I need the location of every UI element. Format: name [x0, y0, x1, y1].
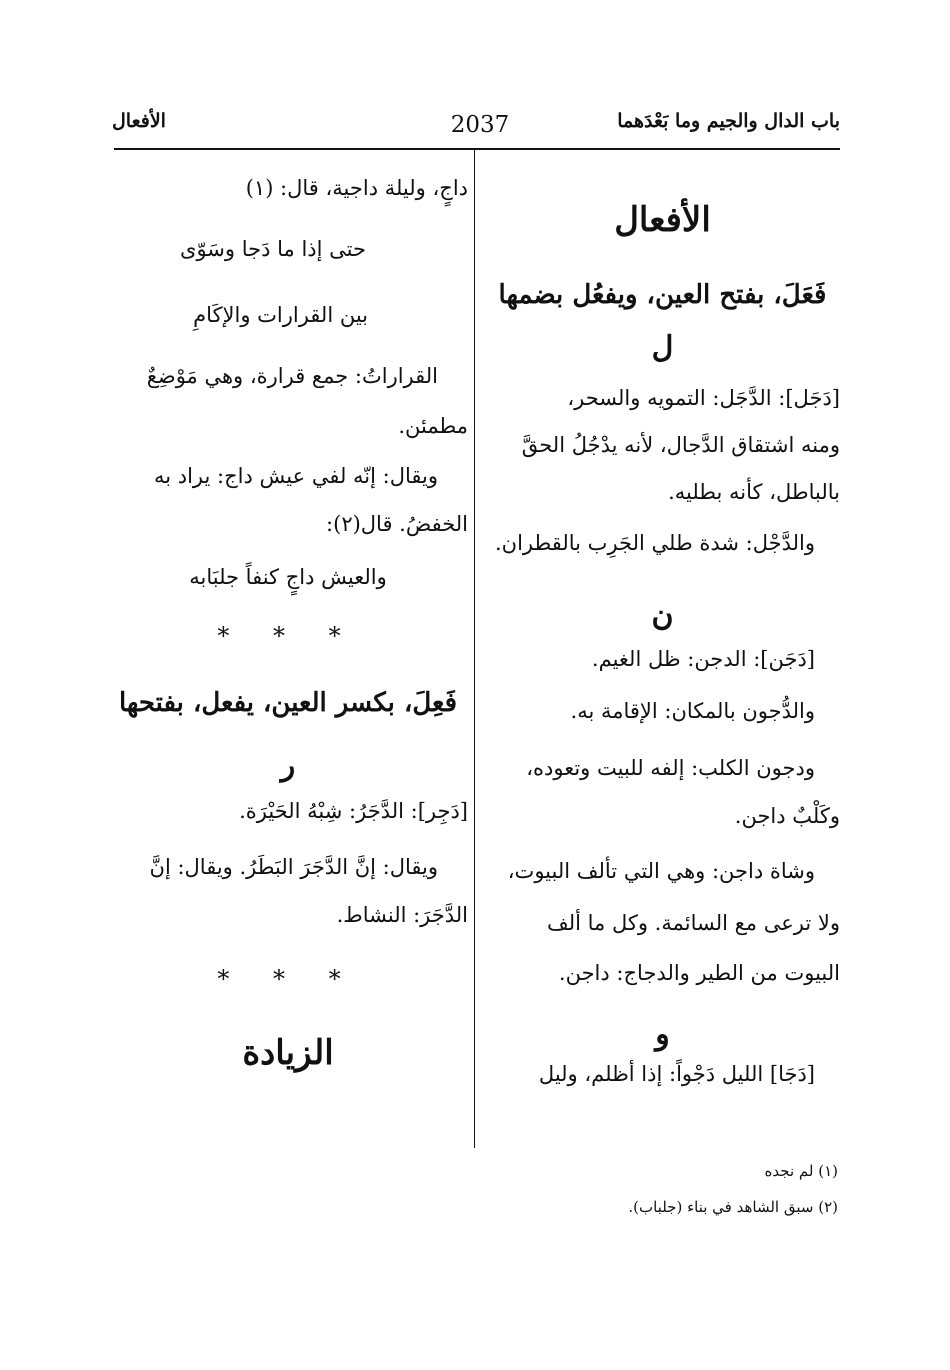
section-heading: فَعَلَ، بفتح العين، ويفعُل بضمها: [498, 280, 827, 310]
right-column: [485, 160, 840, 1096]
column-divider: [474, 150, 475, 1148]
entry-kalb-line1: ودجون الكلب: إلفه للبيت وتعوده،: [526, 756, 815, 780]
entry-kalb-line2: وكَلْبٌ داجن.: [734, 804, 840, 828]
entry-daja: [دَجَا] الليل دَجْواً: إذا أظلم، وليل: [538, 1062, 815, 1086]
letter-heading-lam: ل: [651, 330, 674, 365]
entry-aysh-line1: ويقال: إنّه لفي عيش داج: يراد به: [153, 464, 438, 488]
entry-shah-line3: البيوت من الطير والدجاج: داجن.: [558, 961, 840, 985]
section-heading-kasr: فَعِلَ، بكسر العين، يفعل، بفتحها: [118, 688, 458, 718]
entry-dajal-line2: ومنه اشتقاق الدَّجال، لأنه يدْجُلُ الحقَّ: [521, 433, 840, 457]
letter-heading-nun: ن: [651, 598, 674, 633]
verse-1-hemistich-b: بين القرارات والإكَامِ: [193, 303, 368, 327]
letter-heading-ra: ر: [280, 748, 296, 783]
entry-qararat-line2: مطمئن.: [398, 414, 468, 438]
entry-shah-line2: ولا ترعى مع السائمة. وكل ما ألف: [546, 911, 840, 935]
section-divider-stars: * * *: [217, 622, 359, 650]
left-column: [108, 160, 468, 1073]
entry-dajal-line3: بالباطل، كأنه بطليه.: [668, 480, 840, 504]
entry-dajan: [دَجَن]: الدجن: ظل الغيم.: [591, 647, 815, 671]
running-header-section: الأفعال: [112, 110, 166, 132]
letter-heading-waw: و: [655, 1017, 670, 1052]
entry-daji: داجٍ، وليلة داجية، قال: (١): [245, 176, 468, 200]
entry-qararat-line1: القراراتُ: جمع قرارة، وهي مَوْضِعٌ: [146, 364, 438, 388]
header-rule: [114, 148, 840, 150]
section-divider-stars-2: * * *: [217, 965, 359, 993]
entry-dajir: [دَجِر]: الدَّجَرُ: شِبْهُ الحَيْرَة.: [239, 799, 468, 823]
entry-dujun: والدُّجون بالمكان: الإقامة به.: [570, 699, 815, 723]
footnote-1: (١) لم نجده: [764, 1162, 838, 1180]
chapter-title-ziyada: الزيادة: [242, 1033, 334, 1073]
verse-1-hemistich-a: حتى إذا ما دَجا وسَوّى: [180, 237, 366, 261]
entry-dajar-line1: ويقال: إنَّ الدَّجَرَ البَطَرُ. ويقال: إنَّ: [149, 855, 438, 879]
entry-shah-line1: وشاة داجن: وهي التي تألف البيوت،: [507, 859, 815, 883]
running-header-chapter: باب الدال والجيم وما بَعْدَهما: [617, 110, 840, 132]
entry-dajal-line1: [دَجَل]: الدَّجَل: التمويه والسحر،: [567, 386, 840, 410]
entry-dajl: والدَّجْل: شدة طلي الجَرِب بالقطران.: [494, 531, 815, 555]
entry-dajar-line2: الدَّجَرَ: النشاط.: [336, 903, 468, 927]
footnote-2: (٢) سبق الشاهد في بناء (جلباب).: [628, 1198, 838, 1216]
entry-aysh-line2: الخفضُ. قال(٢):: [326, 512, 468, 536]
page-number: 2037: [450, 112, 510, 138]
verse-2: والعيش داجٍ كنفاً جلبَابه: [189, 565, 387, 589]
chapter-title: الأفعال: [614, 200, 711, 240]
